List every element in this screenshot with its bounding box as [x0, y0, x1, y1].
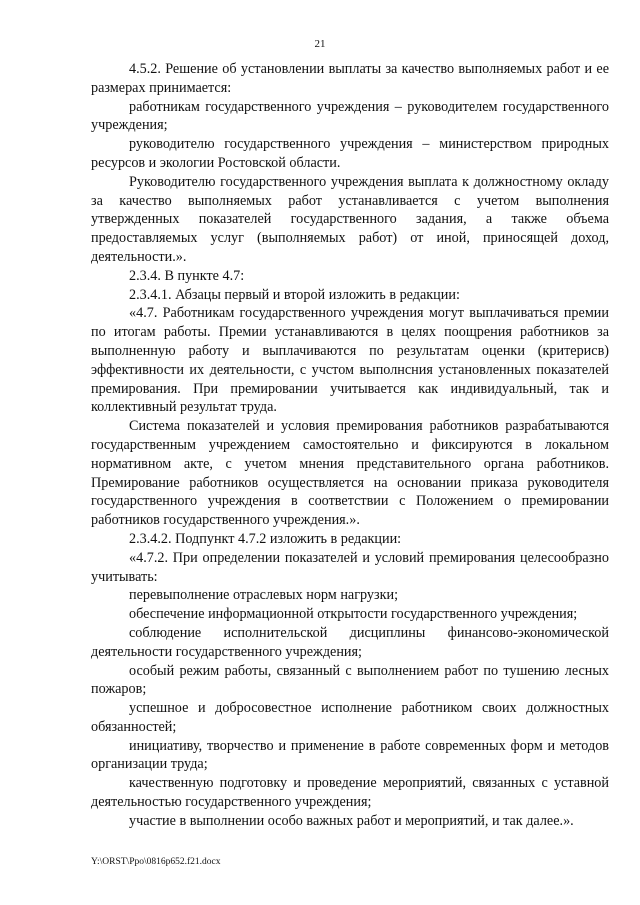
paragraph: руководителю государственного учреждения – министерством природных ресурсов и экологии Ростовской области. [91, 136, 609, 171]
paragraph: качественную подготовку и проведение мероприятий, связанных с уставной деятельностью государственного учреждения; [91, 775, 609, 811]
paragraph: особый режим работы, связанный с выполнением работ по тушению лесных пожаров; [91, 662, 609, 698]
paragraph: 2.3.4. В пункте 4.7: [129, 267, 245, 284]
paragraph: перевыполнение отраслевых норм нагрузки; [129, 587, 399, 604]
paragraph: соблюдение исполнительской дисциплины финансово-экономической деятельности государственного учреждения; [91, 624, 609, 660]
footer-file-path: Y:\ORST\Ppo\0816p652.f21.docx [91, 857, 221, 867]
page-number: 21 [314, 38, 326, 50]
paragraph: 2.3.4.2. Подпункт 4.7.2 изложить в редакции: [129, 530, 402, 547]
document-body [91, 60, 609, 831]
paragraph: успешное и добросовестное исполнение работником своих должностных обязанностей; [91, 700, 609, 735]
paragraph: 4.5.2. Решение об установлении выплаты за качество выполняемых работ и ее размерах принимается: [91, 61, 609, 96]
paragraph: инициативу, творчество и применение в работе современных форм и методов организации труда; [91, 737, 609, 773]
paragraph: «4.7. Работникам государственного учреждения могут выплачиваться премии по итогам работы. Премии устанавливаются в целях поощрения работников за выполненную работу и выплачиваются по результатам оценки (критерисв) эффективности их деятельности, с учстом выполнсния установленных показателей премирования. При премировании учитывается как индивидуальный, так и коллективный результат труда. [91, 305, 609, 416]
paragraph: Система показателей и условия премирования работников разрабатываются государственным учреждением самостоятельно и фиксируются в локальном нормативном акте, с учетом мнения представительного органа работников. Премирование работников осуществляется на основании приказа руководителя государственного учреждения в соответствии с Положением о премировании работников государственного учреждения.». [91, 418, 609, 529]
paragraph: работникам государственного учреждения – руководителем государственного учреждения; [91, 98, 609, 134]
paragraph: Руководителю государственного учреждения выплата к должностному окладу за качество выполняемых работ устанавливается с учетом выполнения утвержденных показателей государственного задания, а также объема предоставляемых услуг (выполняемых работ) от иной, приносящей доход, деятельности.». [91, 173, 609, 265]
paragraph: «4.7.2. При определении показателей и условий премирования целесообразно учитывать: [91, 549, 609, 585]
paragraph: 2.3.4.1. Абзацы первый и второй изложить в редакции: [129, 286, 460, 303]
paragraph: участие в выполнении особо важных работ и мероприятий, и так далее.». [129, 812, 574, 829]
paragraph: обеспечение информационной открытости государственного учреждения; [129, 606, 578, 623]
